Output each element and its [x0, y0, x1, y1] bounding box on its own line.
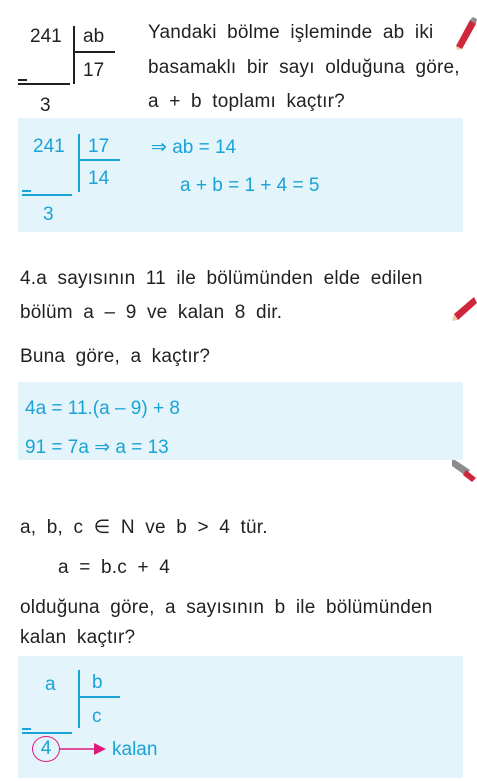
question-equation: a = b.c + 4: [58, 557, 170, 578]
question-text: 4.a sayısının 11 ile bölümünden elde edilen: [20, 268, 423, 289]
solution-divisor: 17: [88, 136, 110, 157]
subtraction-line: [22, 194, 72, 196]
solution-line: a + b = 1 + 4 = 5: [180, 175, 320, 196]
division-dividend: 241: [30, 26, 62, 47]
question-line: olduğuna göre, a sayısının b ile bölümünden: [20, 597, 433, 618]
solution-divisor: b: [92, 672, 103, 693]
pencil-icon: [448, 16, 477, 50]
division-bar: [73, 51, 115, 53]
division-quotient: 17: [83, 60, 105, 81]
question-line: Yandaki bölme işleminde ab iki: [148, 22, 434, 43]
solution-box: [18, 656, 463, 778]
problem-number: 4.: [20, 268, 37, 289]
remainder-label: kalan: [112, 739, 158, 760]
division-divisor: ab: [83, 26, 105, 47]
question-condition: a, b, c ∈ N ve b > 4 tür.: [20, 517, 268, 538]
question-line: bölüm a – 9 ve kalan 8 dir.: [20, 302, 283, 323]
division-bar: [78, 670, 80, 728]
question-prompt: Buna göre, a kaçtır?: [20, 346, 211, 367]
subtraction-line: [22, 732, 72, 734]
minus-sign: [18, 79, 27, 81]
solution-quotient: c: [92, 706, 102, 727]
division-bar: [73, 26, 75, 84]
division-bar: [78, 134, 80, 192]
solution-remainder: 3: [43, 204, 54, 225]
solution-box: [18, 382, 463, 460]
division-bar: [78, 696, 120, 698]
minus-sign: [22, 190, 31, 192]
solution-dividend: a: [45, 674, 56, 695]
solution-line: 91 = 7a ⇒ a = 13: [25, 437, 169, 458]
division-bar: [78, 159, 120, 161]
minus-sign: [22, 728, 31, 730]
subtraction-line: [18, 83, 70, 85]
question-line: kalan kaçtır?: [20, 627, 136, 648]
solution-line: 4a = 11.(a – 9) + 8: [25, 398, 180, 419]
question-line: basamaklı bir sayı olduğuna göre,: [148, 57, 460, 78]
division-remainder: 3: [40, 95, 51, 116]
solution-quotient: 14: [88, 168, 110, 189]
solution-dividend: 241: [33, 136, 65, 157]
arrow-right-icon: [60, 741, 106, 757]
question-line: a + b toplamı kaçtır?: [148, 91, 345, 112]
solution-remainder: 4: [40, 738, 52, 759]
remainder-highlight: [32, 736, 60, 762]
solution-box: [18, 118, 463, 232]
pencil-icon: [448, 294, 477, 324]
solution-line: ⇒ ab = 14: [151, 137, 237, 158]
pencil-icon: [452, 458, 477, 482]
